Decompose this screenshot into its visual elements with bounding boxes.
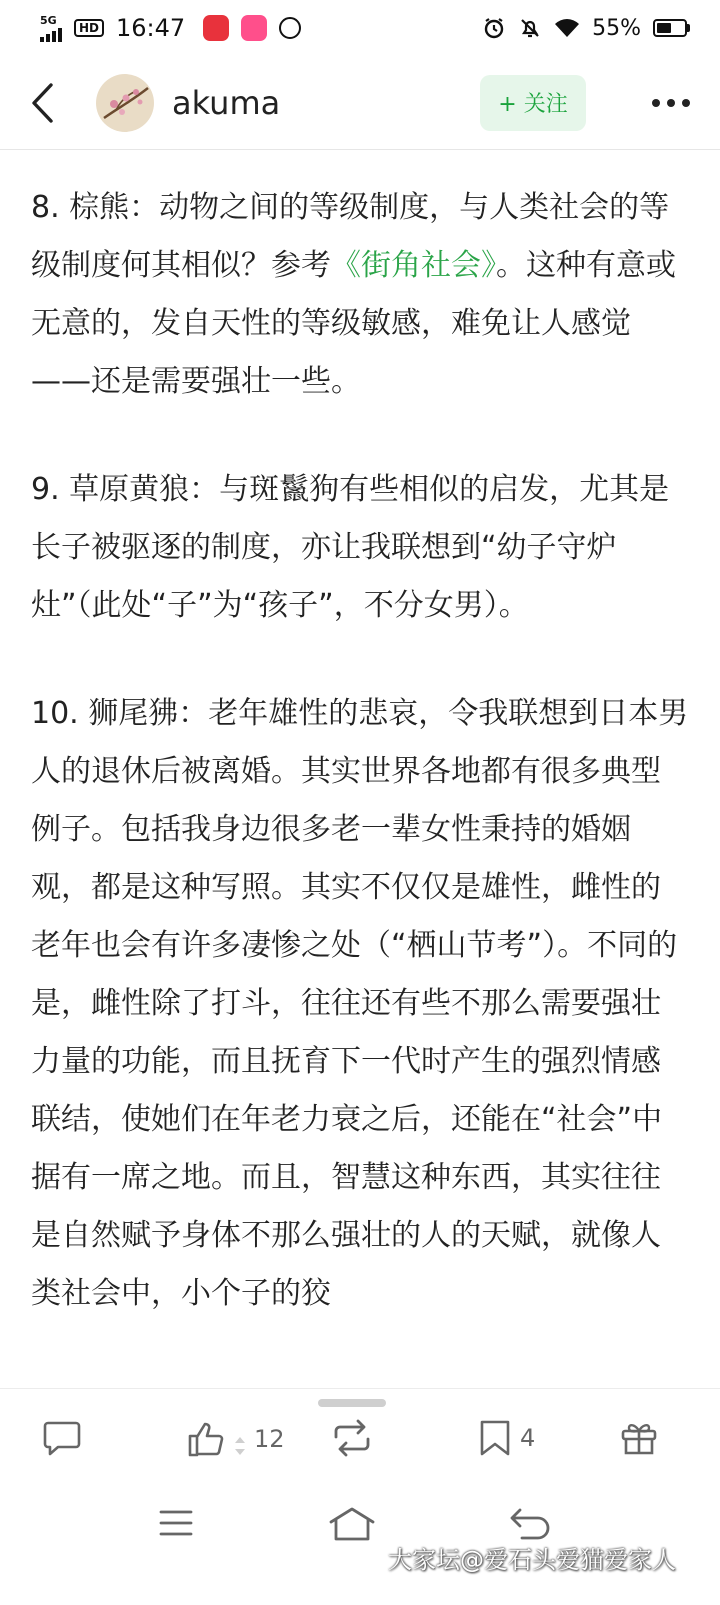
back-button[interactable]	[22, 73, 62, 133]
comment-button[interactable]	[42, 1419, 82, 1457]
paragraph-text: 10. 狮尾狒：老年雄性的悲哀，令我联想到日本男人的退休后被离婚。其实世界各地都有很多典型例子。包括我身边很多老一辈女性秉持的婚姻观，都是这种写照。其实不仅仅是雄性，雌性的老年也会有许多凄惨之处（“栖山节考”）。不同的是，雌性除了打斗，往往还有些不那么需要强壮力量的功能，而且抚育下一代时产生的强烈情感联结，使她们在年老力衰之后，还能在“社会”中据有一席之地。而且，智慧这种东西，其实往往是自然赋予身体不那么强壮的人的天赋，就像人类社会中，小个子的狡	[31, 696, 689, 1311]
favorite-count: 4	[520, 1424, 536, 1452]
like-count: 12	[254, 1425, 285, 1453]
search-notification-icon	[279, 17, 301, 39]
menu-icon	[158, 1506, 194, 1540]
hd-badge: HD	[74, 19, 104, 37]
repost-button[interactable]	[330, 1419, 374, 1457]
avatar-image	[96, 74, 154, 132]
status-left	[40, 14, 301, 42]
battery-icon	[653, 19, 690, 37]
favorite-button[interactable]	[478, 1419, 535, 1457]
paragraph-text: 9. 草原黄狼：与斑鬣狗有些相似的启发，尤其是长子被驱逐的制度，亦让我联想到“幼子守炉灶”（此处“子”为“孩子”，不分女男）。	[31, 472, 670, 623]
gift-button[interactable]	[620, 1419, 658, 1457]
repost-icon	[330, 1419, 374, 1457]
menu-nav-button[interactable]	[158, 1506, 194, 1544]
article-paragraph	[31, 461, 690, 635]
post-action-bar	[0, 1388, 720, 1488]
alarm-icon	[482, 16, 506, 40]
article-paragraph	[31, 685, 690, 1323]
home-icon	[328, 1506, 376, 1542]
mute-icon	[518, 16, 542, 40]
system-nav-bar	[0, 1488, 720, 1605]
status-right	[482, 16, 690, 41]
thumbs-up-icon	[186, 1419, 226, 1459]
avatar[interactable]	[96, 74, 154, 132]
paragraph-text: 8. 棕熊：动物之间的等级制度，与人类社会的等级制度何其相似？参考	[31, 190, 670, 283]
bookmark-icon	[478, 1419, 512, 1457]
post-header	[0, 56, 720, 150]
home-nav-button[interactable]	[328, 1506, 376, 1546]
battery-percent: 55%	[592, 15, 641, 41]
watermark-text: 大家坛@爱石头爱猫爱家人	[388, 1546, 676, 1574]
book-link[interactable]: 《街角社会》	[331, 248, 496, 283]
signal-bars-icon	[40, 26, 62, 42]
status-bar	[0, 0, 720, 56]
more-dots-icon	[652, 99, 660, 107]
network-type: 5G	[40, 13, 57, 27]
paragraph-text: 。这种有意或无意的，发自天性的等级敏感，难免让人感觉——还是需要强壮一些。	[31, 248, 676, 399]
wifi-icon	[554, 17, 580, 39]
return-icon	[508, 1506, 552, 1542]
status-time: 16:47	[116, 14, 186, 42]
signal-indicator	[40, 15, 66, 42]
app-notification-icon	[203, 15, 229, 41]
username[interactable]: akuma	[172, 83, 281, 122]
app-notification-icon	[241, 15, 267, 41]
drag-handle[interactable]	[318, 1399, 386, 1407]
article-paragraph	[31, 179, 690, 411]
vote-arrows-icon	[234, 1435, 246, 1457]
gift-icon	[620, 1419, 658, 1457]
comment-icon	[42, 1419, 82, 1457]
more-options-button[interactable]	[626, 73, 716, 133]
back-arrow-icon	[29, 82, 55, 124]
article-content	[0, 150, 720, 1390]
like-button[interactable]	[186, 1419, 285, 1459]
follow-button[interactable]: + 关注	[480, 75, 586, 131]
